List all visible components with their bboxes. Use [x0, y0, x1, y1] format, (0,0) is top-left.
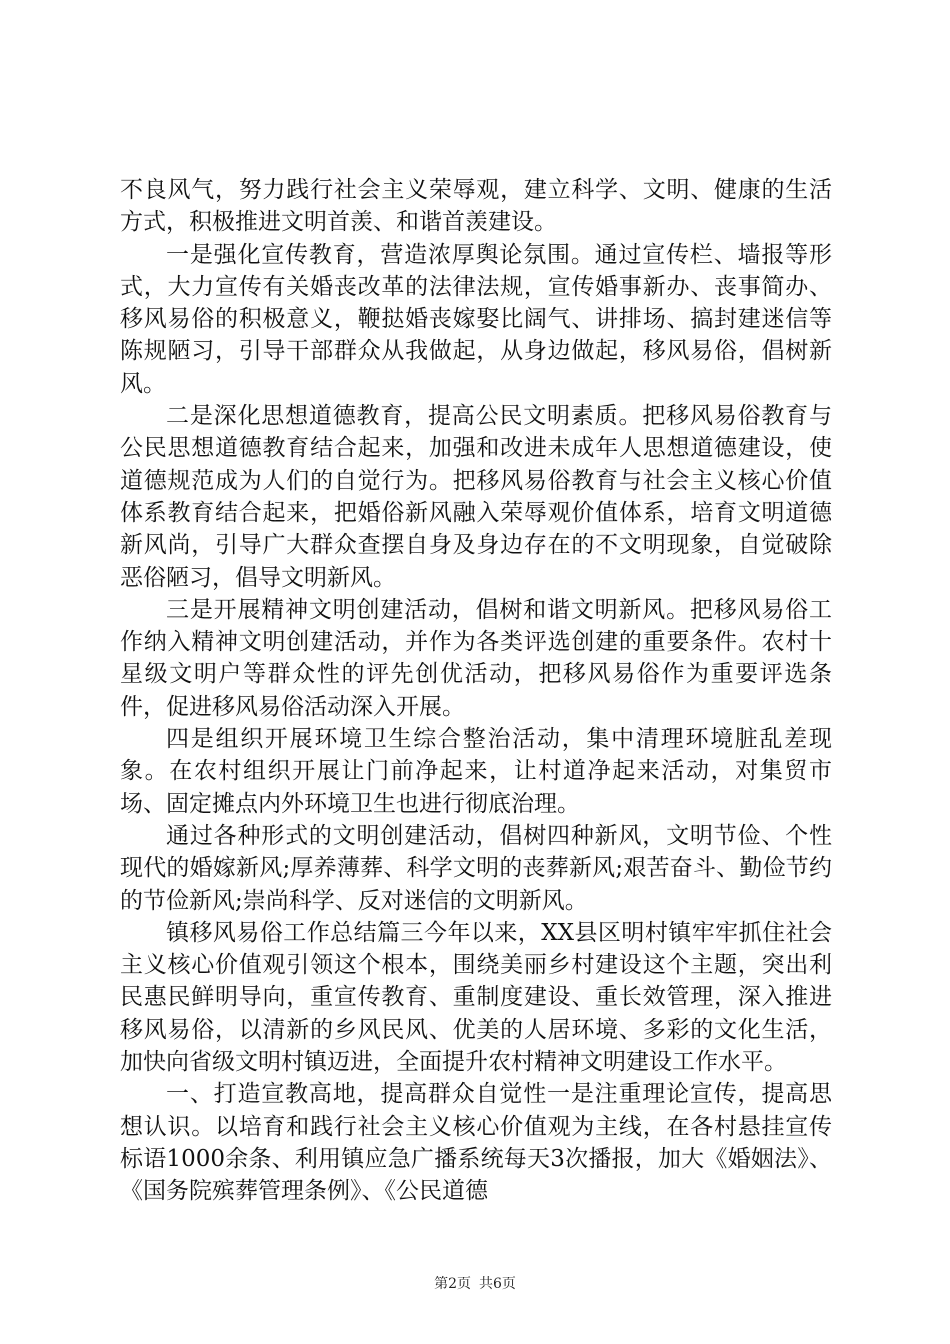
- paragraph-propaganda-education: 一是强化宣传教育，营造浓厚舆论氛围。通过宣传栏、墙报等形式，大力宣传有关婚丧改革的法律法规，宣传婚事新办、丧事简办、移风易俗的积极意义，鞭挞婚丧嫁娶比阔气、讲排场、搞封建迷信等陈规陋习，引导干部群众从我做起，从身边做起，移风易俗，倡树新风。: [120, 241, 832, 397]
- paragraph-four-new-customs: 通过各种形式的文明创建活动，倡树四种新风，文明节俭、个性现代的婚嫁新风;厚养薄葬、科学文明的丧葬新风;艰苦奋斗、勤俭节约的节俭新风;崇尚科学、反对迷信的文明新风。: [120, 822, 832, 914]
- paragraph-civilization-activities: 三是开展精神文明创建活动，倡树和谐文明新风。把移风易俗工作纳入精神文明创建活动，并作为各类评选创建的重要条件。农村十星级文明户等群众性的评先创优活动，把移风易俗作为重要评选条件，促进移风易俗活动深入开展。: [120, 596, 832, 720]
- paragraph-education-highland: 一、打造宣教高地，提高群众自觉性一是注重理论宣传，提高思想认识。以培育和践行社会主义核心价值观为主线，在各村悬挂宣传标语1000余条、利用镇应急广播系统每天3次播报，加大《婚姻法》、《国务院殡葬管理条例》、《公民道德: [120, 1081, 832, 1205]
- document-body: [120, 174, 832, 1208]
- page-total: 共6页: [479, 1276, 516, 1292]
- paragraph-continuation: 不良风气，努力践行社会主义荣辱观，建立科学、文明、健康的生活方式，积极推进文明首羡、和谐首羡建设。: [120, 177, 832, 236]
- paragraph-moral-education: 二是深化思想道德教育，提高公民文明素质。把移风易俗教育与公民思想道德教育结合起来，加强和改进未成年人思想道德建设，使道德规范成为人们的自觉行为。把移风易俗教育与社会主义核心价值体系教育结合起来，把婚俗新风融入荣辱观价值体系，培育文明道德新风尚，引导广大群众查摆自身及身边存在的不文明现象，自觉破除恶俗陋习，倡导文明新风。: [120, 403, 832, 591]
- paragraph-summary-part-three: 镇移风易俗工作总结篇三今年以来，XX县区明村镇牢牢抓住社会主义核心价值观引领这个根本，围绕美丽乡村建设这个主题，突出利民惠民鲜明导向，重宣传教育、重制度建设、重长效管理，深入推进移风易俗，以清新的乡风民风、优美的人居环境、多彩的文化生活，加快向省级文明村镇迈进，全面提升农村精神文明建设工作水平。: [120, 919, 832, 1076]
- page-number: 第2页: [434, 1276, 471, 1292]
- paragraph-environment-sanitation: 四是组织开展环境卫生综合整治活动，集中清理环境脏乱差现象。在农村组织开展让门前净起来，让村道净起来活动，对集贸市场、固定摊点内外环境卫生也进行彻底治理。: [120, 726, 832, 817]
- page-footer: [0, 1273, 950, 1293]
